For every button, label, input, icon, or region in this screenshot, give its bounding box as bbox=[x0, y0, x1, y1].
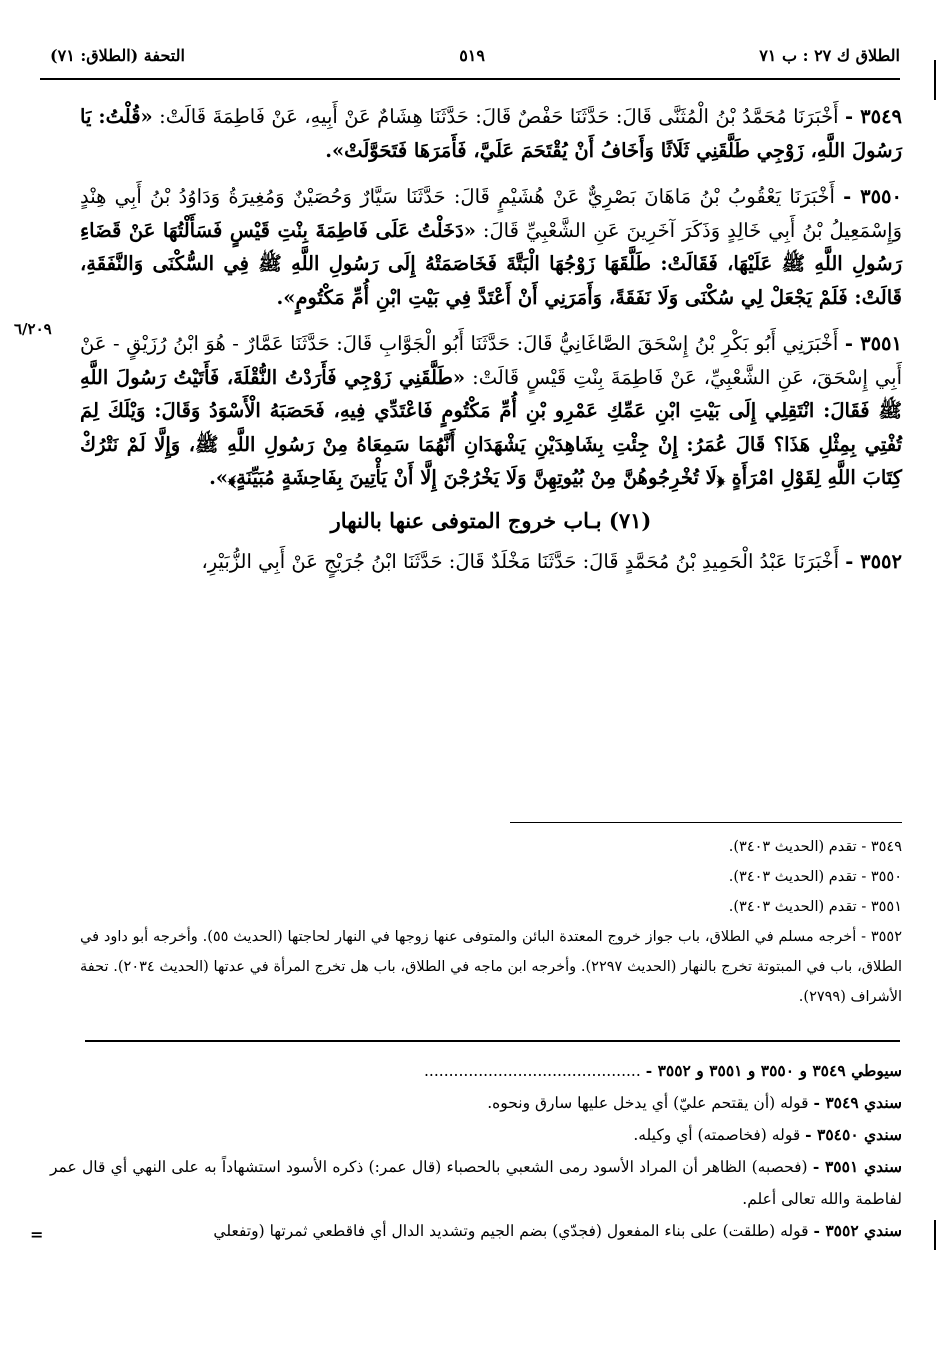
commentary-dots: ............................................ bbox=[424, 1062, 641, 1080]
commentary-text: قوله (فخاصمته) أي وكيله. bbox=[633, 1126, 801, 1144]
commentary-item bbox=[50, 1055, 902, 1087]
hadith-chain: أَخْبَرَنِي أَبُو بَكْرِ بْنُ إِسْحَقَ الصَّاغَانِيُّ قَالَ: حَدَّثَنَا أَبُو الْجَوَّابِ قَالَ: حَدَّثَنَا عَمَّارٌ - هُوَ ابْنُ رُزَيْقٍ - عَنْ أَبِي إِسْحَقَ، عَنِ الشَّعْبِيِّ، عَنْ فَاطِمَةَ بِنْتِ قَيْسٍ قَالَتْ: bbox=[80, 332, 903, 389]
chapter-heading: (٧١) بـاب خروج المتوفى عنها بالنهار bbox=[330, 507, 652, 533]
hadith-number: ٣٥٥٢ - bbox=[845, 549, 902, 573]
edge-mark bbox=[934, 1220, 936, 1250]
commentary-item bbox=[50, 1119, 902, 1151]
footnote-rule bbox=[510, 822, 902, 823]
commentary-item bbox=[50, 1215, 902, 1247]
commentary-text: قوله (أن يقتحم عليّ) أي يدخل عليها سارق ونحوه. bbox=[487, 1094, 809, 1112]
hadith-number: ٣٥٥١ - bbox=[844, 332, 902, 355]
hadith-number: ٣٥٥٠ - bbox=[843, 185, 902, 208]
commentary-rule bbox=[85, 1040, 900, 1042]
hadith-paragraph bbox=[80, 545, 902, 579]
margin-reference: ٦/٢٠٩ bbox=[14, 320, 52, 338]
hadith-paragraph bbox=[80, 180, 902, 314]
footnote: ٣٥٥٢ - أخرجه مسلم في الطلاق، باب جواز خروج المعتدة البائن والمتوفى عنها زوجها في النهار لحاجتها (الحديث ٥٥). وأخرجه أبو داود في الطلاق، باب في المبتوتة تخرج بالنهار (الحديث ٢٢٩٧). وأخرجه ابن ماجه في الطلاق، باب هل تخرج المرأة في عدتها (الحديث ٢٠٣٤). تحفة الأشراف (٢٧٩٩). bbox=[80, 929, 902, 1005]
hadith-chain: أَخْبَرَنَا يَعْقُوبُ بْنُ مَاهَانَ بَصْرِيٌّ عَنْ هُشَيْمٍ قَالَ: حَدَّثَنَا سَيَّارٌ وَحُصَيْنٌ وَمُغِيرَةُ وَدَاوُدُ بْنُ أَبِي هِنْدٍ وَإِسْمَعِيلُ بْنُ أَبِي خَالِدٍ وَذَكَرَ آخَرِينَ عَنِ الشَّعْبِيِّ قَالَ: bbox=[80, 185, 902, 242]
hadith-text: «قُلْتُ: يَا رَسُولَ اللَّهِ، زَوْجِي طَلَّقَنِي ثَلَاثًا وَأَخَافُ أَنْ يُقْتَحَمَ عَلَيَّ، فَأَمَرَهَا فَتَحَوَّلَتْ». bbox=[80, 105, 902, 162]
footnote: ٣٥٥١ - تقدم (الحديث ٣٤٠٣). bbox=[728, 899, 902, 915]
running-head-left: التحفة (الطلاق: ٧١) bbox=[50, 45, 185, 65]
continuation-mark: = bbox=[30, 1225, 44, 1244]
hadith-chain: أَخْبَرَنَا عَبْدُ الْحَمِيدِ بْنُ مُحَمَّدٍ قَالَ: حَدَّثَنَا مَخْلَدٌ قَالَ: حَدَّثَنَا ابْنُ جُرَيْجٍ عَنْ أَبِي الزُّبَيْرِ، bbox=[201, 549, 839, 573]
page-header bbox=[50, 40, 900, 70]
commentary-text: (فحصبه) الظاهر أن المراد الأسود رمى الشعبي بالحصباء (قال عمر:) ذكره الأسود استشهاداً به على النهي أي قال عمر لفاطمة والله تعالى أعلم. bbox=[50, 1158, 902, 1208]
commentary-item bbox=[50, 1151, 902, 1215]
hadith-paragraph bbox=[80, 327, 902, 495]
footnote: ٣٥٥٠ - تقدم (الحديث ٣٤٠٣). bbox=[728, 869, 902, 885]
hadith-text: «طَلَّقَنِي زَوْجِي فَأَرَدْتُ النُّقْلَةَ، فَأَتَيْتُ رَسُولَ اللَّهِ ﷺ فَقَالَ: انْتَقِلِي إِلَى بَيْتِ ابْنِ عَمِّكِ عَمْرِو بْنِ أُمِّ مَكْتُومٍ فَاعْتَدِّي فِيهِ، فَحَصَبَهُ الْأَسْوَدُ وَقَالَ: وَيْلَكَ لِمَ تُفْتِي بِمِثْلِ هَذَا؟ قَالَ عُمَرُ: إِنْ جِئْتِ بِشَاهِدَيْنِ يَشْهَدَانِ أَنَّهُمَا سَمِعَاهُ مِنْ رَسُولِ اللَّهِ ﷺ، وَإِلَّا لَمْ نَتْرُكْ كِتَابَ اللَّهِ لِقَوْلِ امْرَأَةٍ ﴿لَا تُخْرِجُوهُنَّ مِنْ بُيُوتِهِنَّ وَلَا يَخْرُجْنَ إِلَّا أَنْ يَأْتِينَ بِفَاحِشَةٍ مُبَيِّنَةٍ﴾». bbox=[80, 365, 902, 489]
commentary-item bbox=[50, 1087, 902, 1119]
hadith-chain: أَخْبَرَنَا مُحَمَّدُ بْنُ الْمُثَنَّى قَالَ: حَدَّثَنَا حَفْصٌ قَالَ: حَدَّثَنَا هِشَامٌ عَنْ أَبِيهِ، عَنْ فَاطِمَةَ قَالَتْ: bbox=[159, 105, 839, 128]
commentary bbox=[50, 1055, 902, 1247]
commentary-lead: سيوطي ٣٥٤٩ و ٣٥٥٠ و ٣٥٥١ و ٣٥٥٢ - bbox=[645, 1061, 902, 1080]
commentary-text: قوله (طلقت) على بناء المفعول (فجدّي) بضم الجيم وتشديد الدال أي فاقطعي ثمرتها (وتفعلي bbox=[213, 1222, 809, 1240]
commentary-lead: سندي ٣٥٤٩ - bbox=[813, 1093, 902, 1112]
edge-mark bbox=[934, 60, 936, 100]
hadith-text: «دَخَلْتُ عَلَى فَاطِمَةَ بِنْتِ قَيْسٍ فَسَأَلْتُهَا عَنْ قَضَاءِ رَسُولِ اللَّهِ ﷺ عَلَيْهَا، فَقَالَتْ: طَلَّقَهَا زَوْجُهَا الْبَتَّةَ فَخَاصَمَتْهُ إِلَى رَسُولِ اللَّهِ ﷺ فِي السُّكْنَى وَالنَّفَقَةِ، قَالَتْ: فَلَمْ يَجْعَلْ لِي سُكْنَى وَلَا نَفَقَةً، وَأَمَرَنِي أَنْ أَعْتَدَّ فِي بَيْتِ ابْنِ أُمِّ مَكْتُومٍ». bbox=[80, 218, 902, 309]
hadith-paragraph bbox=[80, 100, 902, 167]
footnote: ٣٥٤٩ - تقدم (الحديث ٣٤٠٣). bbox=[728, 839, 902, 855]
hadith-number: ٣٥٤٩ - bbox=[845, 105, 903, 128]
footnotes bbox=[80, 832, 902, 1012]
header-rule bbox=[40, 78, 900, 80]
commentary-lead: سندي ٣٥٥٢ - bbox=[813, 1221, 902, 1240]
main-text bbox=[80, 100, 902, 591]
page-number: ٥١٩ bbox=[459, 45, 485, 65]
commentary-lead: سندي ٣٥٥١ - bbox=[812, 1157, 902, 1176]
commentary-lead: سندي ٣٥٤٥٠ - bbox=[805, 1125, 902, 1144]
running-head-right: الطلاق ك ٢٧ : ب ٧١ bbox=[759, 45, 900, 65]
